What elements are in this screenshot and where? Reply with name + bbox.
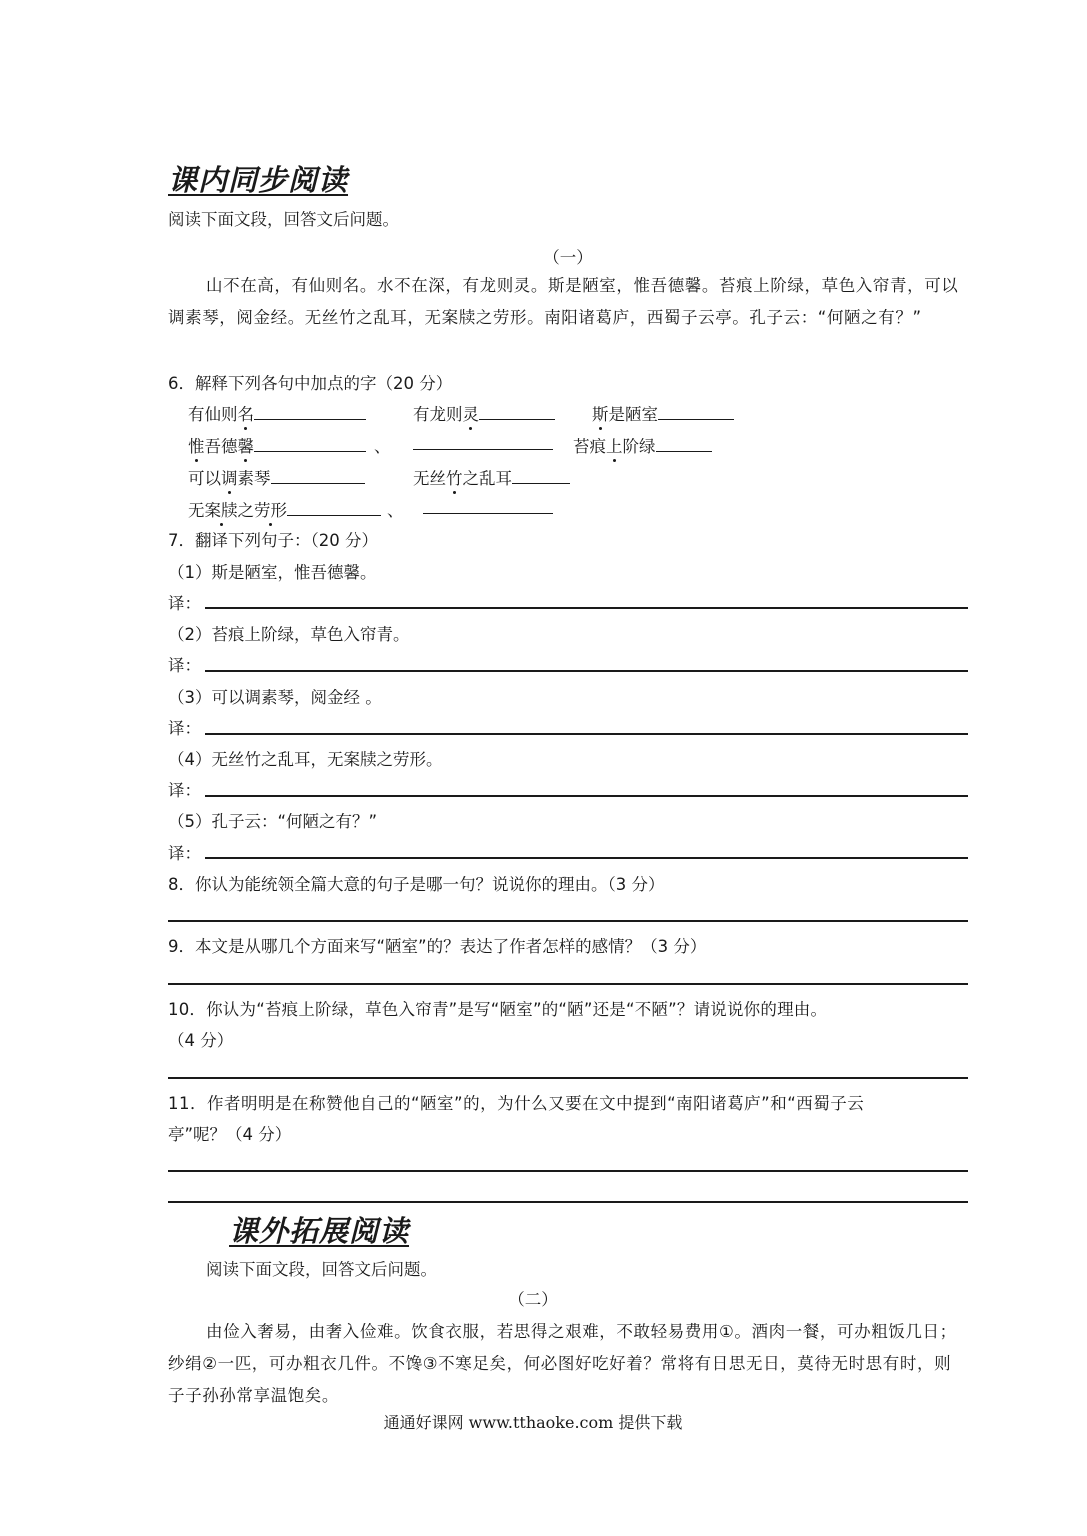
section1-instruction: 阅读下面文段，回答文后问题。 bbox=[168, 210, 399, 229]
q6-item-pre: 无 bbox=[188, 501, 205, 520]
q7-sentence: （1）斯是陋室，惟吾德馨。 bbox=[168, 563, 377, 582]
q6-item bbox=[188, 401, 366, 425]
dotted-char: 上 bbox=[606, 433, 623, 457]
dotted-char: 斯 bbox=[592, 401, 609, 425]
q10-prompt-cont: （4 分） bbox=[168, 1031, 234, 1050]
dotted-char: 调 bbox=[221, 465, 238, 489]
answer-line[interactable] bbox=[205, 670, 968, 672]
section2-title: 课外拓展阅读 bbox=[229, 1214, 410, 1248]
q6-item bbox=[188, 497, 404, 521]
answer-blank[interactable] bbox=[287, 499, 381, 516]
passage2-number: （二） bbox=[508, 1290, 558, 1309]
separator: 、 bbox=[374, 437, 391, 456]
q6-item bbox=[413, 433, 553, 454]
q6-item-post: 是陋室 bbox=[608, 405, 658, 424]
q6-item-pre: 有龙则 bbox=[413, 405, 463, 424]
answer-line[interactable] bbox=[168, 1201, 968, 1203]
q6-item bbox=[188, 433, 391, 457]
q6-item-pre: 无丝 bbox=[413, 469, 446, 488]
answer-blank[interactable] bbox=[656, 435, 712, 452]
answer-line[interactable] bbox=[168, 1170, 968, 1172]
answer-line[interactable] bbox=[205, 795, 968, 797]
q9-prompt: 9．本文是从哪几个方面来写“陋室”的？表达了作者怎样的感情？（3 分） bbox=[168, 937, 707, 956]
q6-item bbox=[413, 401, 555, 425]
q6-item-pre: 苔痕 bbox=[573, 437, 606, 456]
answer-blank[interactable] bbox=[479, 403, 555, 420]
q6-prompt: 6．解释下列各句中加点的字（20 分） bbox=[168, 374, 453, 393]
footer-text: 通通好课网 www.tthaoke.com 提供下载 bbox=[383, 1413, 683, 1432]
dotted-char: 劳形 bbox=[254, 497, 287, 521]
q6-item-pre: 可以 bbox=[188, 469, 221, 488]
q6-item-post: 之乱耳 bbox=[462, 469, 512, 488]
q8-prompt: 8．你认为能统领全篇大意的句子是哪一句？说说你的理由。（3 分） bbox=[168, 875, 665, 894]
q6-item-post: 吾德 bbox=[204, 437, 238, 456]
translate-label: 译： bbox=[168, 844, 201, 863]
section2-instruction: 阅读下面文段，回答文后问题。 bbox=[206, 1260, 437, 1279]
answer-blank[interactable] bbox=[254, 403, 366, 420]
translate-label: 译： bbox=[168, 781, 201, 800]
q6-item-post: 之 bbox=[237, 501, 254, 520]
q6-item bbox=[413, 465, 570, 489]
answer-line[interactable] bbox=[205, 607, 968, 609]
passage2-text: 由俭入奢易，由奢入俭难。饮食衣服，若思得之艰难，不敢轻易费用①。酒肉一餐，可办粗饭几日；纱绢②一匹，可办粗衣几件。不馋③不寒足矣，何必图好吃好着？常将有日思无日，莫待无时思有时，则子子孙孙常享温饱矣。 bbox=[168, 1322, 957, 1405]
answer-line[interactable] bbox=[205, 733, 968, 735]
q11-prompt: 11．作者明明是在称赞他自己的“陋室”的，为什么又要在文中提到“南阳诸葛庐”和“西蜀子云 bbox=[168, 1094, 865, 1113]
answer-blank[interactable] bbox=[254, 435, 366, 452]
dotted-char: 案牍 bbox=[205, 497, 238, 521]
separator: 、 bbox=[387, 501, 404, 520]
answer-line[interactable] bbox=[205, 857, 968, 859]
q7-sentence: （4）无丝竹之乱耳，无案牍之劳形。 bbox=[168, 750, 443, 769]
passage1-number: （一） bbox=[543, 248, 593, 267]
q6-item bbox=[423, 497, 553, 518]
passage1-text: 山不在高，有仙则名。水不在深，有龙则灵。斯是陋室，惟吾德馨。苔痕上阶绿，草色入帘青，可以调素琴，阅金经。无丝竹之乱耳，无案牍之劳形。南阳诸葛庐，西蜀子云亭。孔子云：“何陋之有？” bbox=[168, 276, 959, 327]
q6-item-post: 阶绿 bbox=[622, 437, 656, 456]
q6-item bbox=[188, 465, 365, 489]
answer-blank[interactable] bbox=[658, 403, 734, 420]
dotted-char: 名 bbox=[238, 401, 255, 425]
answer-blank[interactable] bbox=[512, 467, 570, 484]
q6-item-pre: 有仙则 bbox=[188, 405, 238, 424]
q7-sentence: （3）可以调素琴，阅金经 。 bbox=[168, 688, 382, 707]
q10-prompt: 10．你认为“苔痕上阶绿，草色入帘青”是写“陋室”的“陋”还是“不陋”？请说说你的理由。 bbox=[168, 1000, 828, 1019]
q6-item bbox=[592, 401, 734, 425]
dotted-char: 馨 bbox=[238, 433, 255, 457]
translate-label: 译： bbox=[168, 656, 201, 675]
q7-sentence: （2）苔痕上阶绿，草色入帘青。 bbox=[168, 625, 410, 644]
dotted-char: 灵 bbox=[463, 401, 480, 425]
translate-label: 译： bbox=[168, 594, 201, 613]
q6-item bbox=[573, 433, 712, 457]
answer-blank[interactable] bbox=[271, 467, 365, 484]
translate-label: 译： bbox=[168, 719, 201, 738]
dotted-char: 惟 bbox=[188, 433, 205, 457]
q7-sentence: （5）孔子云：“何陋之有？” bbox=[168, 812, 378, 831]
section1-title: 课内同步阅读 bbox=[168, 163, 349, 197]
answer-line[interactable] bbox=[168, 983, 968, 985]
dotted-char: 竹 bbox=[446, 465, 463, 489]
q11-prompt-cont: 亭”呢？（4 分） bbox=[168, 1125, 292, 1144]
q6-item-post: 素琴 bbox=[237, 469, 271, 488]
answer-blank[interactable] bbox=[423, 497, 553, 514]
answer-line[interactable] bbox=[168, 1077, 968, 1079]
q7-prompt: 7．翻译下列句子：（20 分） bbox=[168, 531, 378, 550]
answer-line[interactable] bbox=[168, 920, 968, 922]
answer-blank[interactable] bbox=[413, 433, 553, 450]
